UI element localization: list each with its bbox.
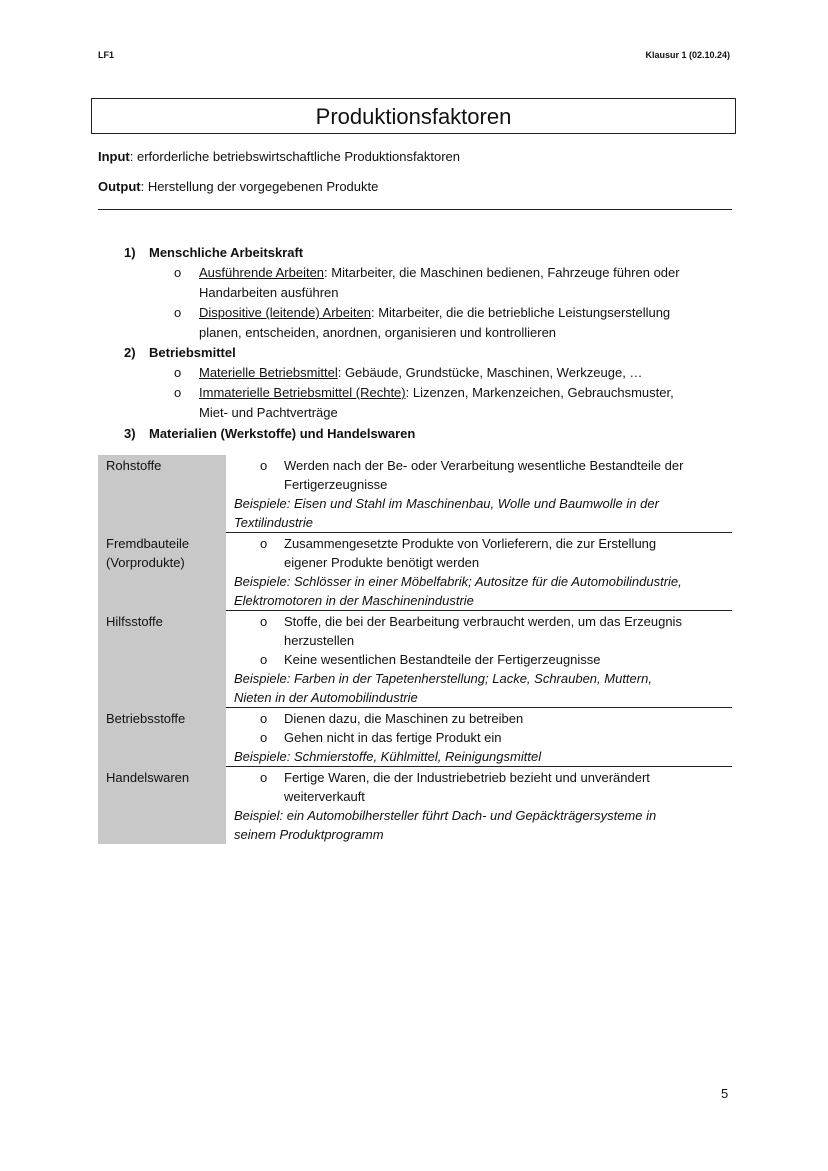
- section-number: 3): [124, 426, 136, 441]
- bullet-icon: o: [174, 385, 182, 400]
- item-term: Dispositive (leitende) Arbeiten: [199, 305, 371, 320]
- row-label: Betriebsstoffe: [98, 708, 226, 767]
- list-item: o Keine wesentlichen Bestandteile der Fertigerzeugnisse: [260, 652, 601, 667]
- section-number: 1): [124, 245, 136, 260]
- table-row: [98, 611, 732, 708]
- table-row: [98, 455, 732, 533]
- list-item: o Stoffe, die bei der Bearbeitung verbraucht werden, um das Erzeugnis herzustellen: [260, 614, 682, 648]
- item-text-cont: Handarbeiten ausführen: [199, 285, 339, 300]
- item-term: Ausführende Arbeiten: [199, 265, 325, 280]
- output-line: [98, 179, 378, 194]
- item-text: : Mitarbeiter, die Maschinen bedienen, Fahrzeuge führen oder: [324, 265, 680, 280]
- output-label: Output: [98, 179, 141, 194]
- item-text-cont: Miet- und Pachtverträge: [199, 405, 338, 420]
- list-item: [174, 263, 734, 303]
- bullet-icon: o: [260, 652, 268, 667]
- example-text: Beispiel: ein Automobilhersteller führt Dach- und Gepäckträgersysteme in seinem Produktprogramm: [234, 808, 657, 842]
- input-label: Input: [98, 149, 130, 164]
- output-text: : Herstellung der vorgegebenen Produkte: [140, 179, 379, 194]
- row-content: [226, 708, 732, 767]
- example-text: Beispiele: Farben in der Tapetenherstellung; Lacke, Schrauben, Muttern, Nieten in der Automobilindustrie: [234, 671, 652, 705]
- row-label: Fremdbauteile (Vorprodukte): [98, 533, 226, 611]
- item-text: : Gebäude, Grundstücke, Maschinen, Werkzeuge, …: [337, 365, 643, 380]
- list-item: o Fertige Waren, die der Industriebetrieb bezieht und unverändert weiterverkauft: [260, 770, 650, 804]
- list-item: o Gehen nicht in das fertige Produkt ein: [260, 730, 502, 745]
- table-row: [98, 767, 732, 845]
- header-exam: Klausur 1 (02.10.24): [645, 50, 730, 60]
- section-title: Menschliche Arbeitskraft: [149, 245, 304, 260]
- bullet-icon: o: [174, 305, 182, 320]
- row-label: Hilfsstoffe: [98, 611, 226, 708]
- section-heading: [124, 245, 303, 260]
- table-row: [98, 533, 732, 611]
- section-title: Betriebsmittel: [149, 345, 236, 360]
- example-text: Beispiele: Eisen und Stahl im Maschinenbau, Wolle und Baumwolle in der Textilindustrie: [234, 496, 659, 530]
- bullet-icon: o: [260, 711, 268, 726]
- page-number: 5: [721, 1086, 729, 1101]
- row-content: [226, 767, 732, 845]
- item-term: Materielle Betriebsmittel: [199, 365, 338, 380]
- input-text: : erforderliche betriebswirtschaftliche Produktionsfaktoren: [129, 149, 460, 164]
- item-text: : Mitarbeiter, die die betriebliche Leistungserstellung: [370, 305, 671, 320]
- row-content: [226, 533, 732, 611]
- example-text: Beispiele: Schlösser in einer Möbelfabrik; Autositze für die Automobilindustrie, Elektromotoren in der Maschinenindustrie: [234, 574, 682, 608]
- bullet-icon: o: [260, 614, 268, 629]
- bullet-icon: o: [260, 536, 268, 551]
- list-item: o Zusammengesetzte Produkte von Vorlieferern, die zur Erstellung eigener Produkte benötigt werden: [260, 536, 657, 570]
- section-heading: [124, 345, 236, 360]
- input-line: [98, 149, 460, 164]
- page-title: Produktionsfaktoren: [91, 98, 736, 134]
- item-text-cont: planen, entscheiden, anordnen, organisieren und kontrollieren: [199, 325, 557, 340]
- row-label: Rohstoffe: [98, 455, 226, 533]
- bullet-icon: o: [174, 265, 182, 280]
- bullet-icon: o: [260, 458, 268, 473]
- materials-table: [98, 455, 732, 844]
- bullet-icon: o: [260, 770, 268, 785]
- divider: [98, 209, 732, 210]
- table-row: [98, 708, 732, 767]
- section-title: Materialien (Werkstoffe) und Handelswaren: [149, 426, 416, 441]
- example-text: Beispiele: Schmierstoffe, Kühlmittel, Reinigungsmittel: [234, 749, 542, 764]
- item-term: Immaterielle Betriebsmittel (Rechte): [199, 385, 406, 400]
- bullet-icon: o: [260, 730, 268, 745]
- bullet-icon: o: [174, 365, 182, 380]
- row-content: [226, 455, 732, 533]
- section-heading: [124, 426, 415, 441]
- header-course: LF1: [98, 50, 115, 60]
- list-item: o Werden nach der Be- oder Verarbeitung wesentliche Bestandteile der Fertigerzeugnisse: [260, 458, 684, 492]
- item-text: : Lizenzen, Markenzeichen, Gebrauchsmuster,: [405, 385, 674, 400]
- list-item: [174, 383, 734, 423]
- list-item: [174, 303, 734, 343]
- list-item: o Dienen dazu, die Maschinen zu betreiben: [260, 711, 524, 726]
- row-content: [226, 611, 732, 708]
- list-item: [174, 363, 734, 383]
- section-number: 2): [124, 345, 136, 360]
- row-label: Handelswaren: [98, 767, 226, 845]
